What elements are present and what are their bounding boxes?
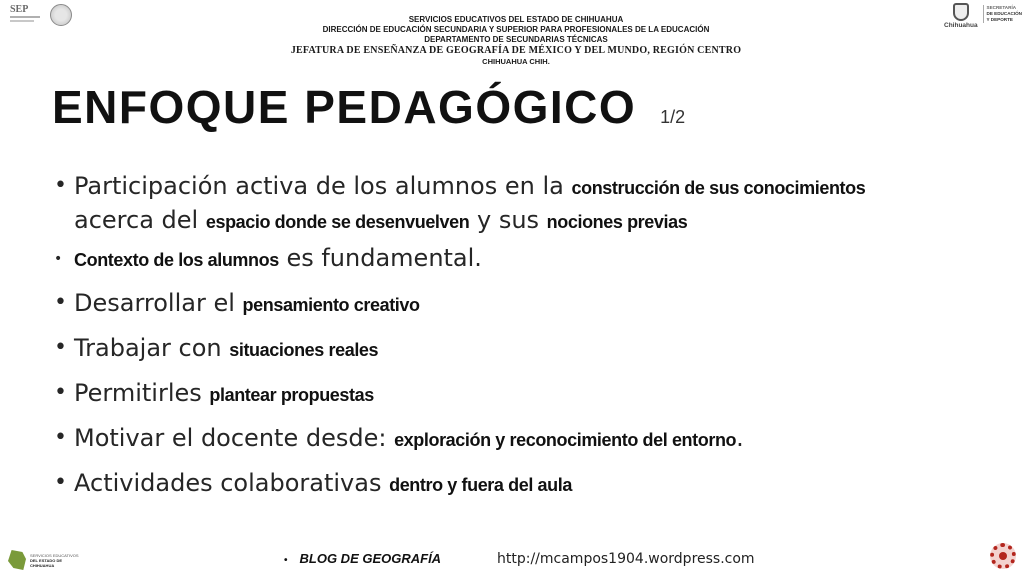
footer-bullet: • (284, 555, 288, 566)
footer-blog-label (284, 551, 441, 566)
sep-logo (6, 2, 82, 28)
gear-emblem-icon (990, 543, 1018, 571)
mexico-seal-icon (50, 4, 72, 26)
bullet-item: • Motivar el docente desde: exploración y reconocimiento del entorno. (52, 422, 952, 456)
header-line-5: CHIHUAHUA CHIH. (482, 57, 550, 66)
footer-seech-logo (8, 548, 88, 572)
header-line-1: SERVICIOS EDUCATIVOS DEL ESTADO DE CHIHUAHUA (408, 15, 624, 24)
chihuahua-education-logo (944, 3, 1022, 31)
secretaria-line-2: DE EDUCACIÓN (986, 11, 1022, 16)
bullet-item: • Actividades colaborativas dentro y fuera del aula (52, 467, 952, 501)
page-indicator: 1/2 (660, 107, 686, 127)
slide-title: ENFOQUE PEDAGÓGICO (52, 81, 637, 133)
sep-logo-mark (6, 3, 46, 27)
footer-logo-text: SERVICIOS EDUCATIVOS DEL ESTADO DE CHIHUAHUA (30, 552, 79, 568)
bullet-item: • Contexto de los alumnos es fundamental. (52, 242, 952, 276)
header-line-3: DEPARTAMENTO DE SECUNDARIAS TÉCNICAS (424, 35, 608, 44)
chihuahua-shield-icon (944, 3, 979, 31)
blog-url-link[interactable]: http://mcampos1904.wordpress.com (497, 551, 755, 567)
slide-title-row (52, 82, 685, 132)
sep-logo-text: SEP (10, 4, 29, 15)
bullet-list (52, 170, 952, 512)
blog-label: BLOG DE GEOGRAFÍA (299, 551, 442, 566)
secretaria-line-1: SECRETARÍA (986, 5, 1017, 10)
bullet-item: • Participación activa de los alumnos en la construcción de sus conocimientos acerca del espacio donde se desenvuelven y sus nociones previas (52, 170, 952, 238)
secretaria-line-3: Y DEPORTE (986, 17, 1013, 22)
bullet-item: • Desarrollar el pensamiento creativo (52, 287, 952, 321)
chihuahua-map-icon (8, 550, 26, 570)
header-line-2: DIRECCIÓN DE EDUCACIÓN SECUNDARIA Y SUPERIOR PARA PROFESIONALES DE LA EDUCACIÓN (322, 25, 710, 34)
institution-header (256, 14, 776, 67)
bullet-item: • Permitirles plantear propuestas (52, 377, 952, 411)
header-line-4: JEFATURA DE ENSEÑANZA DE GEOGRAFÍA DE MÉXICO Y DEL MUNDO, REGIÓN CENTRO (290, 45, 742, 56)
secretaria-logo-text (983, 5, 1022, 23)
bullet-item: • Trabajar con situaciones reales (52, 332, 952, 366)
chihuahua-logo-text: Chihuahua (944, 22, 978, 29)
